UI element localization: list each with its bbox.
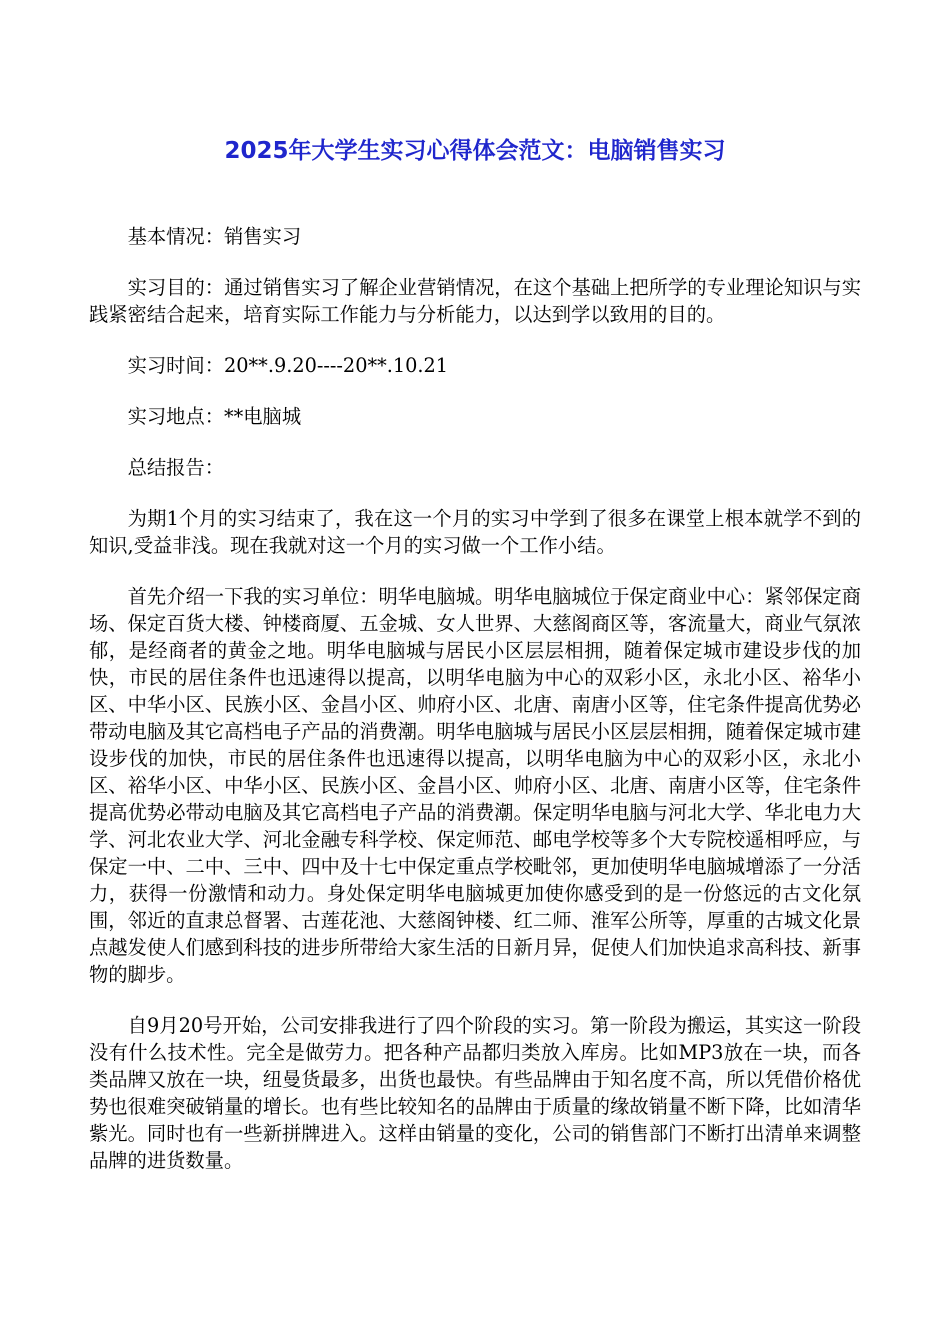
paragraph-purpose: 实习目的：通过销售实习了解企业营销情况，在这个基础上把所学的专业理论知识与实践紧密结合起来，培育实际工作能力与分析能力，以达到学以致用的目的。	[89, 276, 861, 326]
paragraph-time: 实习时间：20**.9.20----20**.10.21	[127, 354, 449, 377]
document-body	[89, 223, 861, 1174]
document-page	[89, 0, 861, 1198]
paragraph-report-heading: 总结报告：	[127, 456, 224, 479]
paragraph-basic-info: 基本情况：销售实习	[127, 225, 302, 248]
paragraph-location: 实习地点：**电脑城	[127, 405, 302, 428]
paragraph-stages: 自9月20号开始，公司安排我进行了四个阶段的实习。第一阶段为搬运，其实这一阶段没有什么技术性。完全是做劳力。把各种产品都归类放入库房。比如MP3放在一块，而各类品牌又放在一块，纽曼货最多，出货也最快。有些品牌由于知名度不高，所以凭借价格优势也很难突破销量的增长。也有些比较知名的品牌由于质量的缘故销量不断下降，比如清华紫光。同时也有一些新拼牌进入。这样由销量的变化，公司的销售部门不断打出清单来调整品牌的进货数量。	[89, 1014, 861, 1172]
paragraph-intro: 为期1个月的实习结束了，我在这一个月的实习中学到了很多在课堂上根本就学不到的知识,受益非浅。现在我就对这一个月的实习做一个工作小结。	[89, 507, 861, 557]
document-title: 2025年大学生实习心得体会范文：电脑销售实习	[224, 138, 726, 164]
paragraph-company: 首先介绍一下我的实习单位：明华电脑城。明华电脑城位于保定商业中心：紧邻保定商场、保定百货大楼、钟楼商厦、五金城、女人世界、大慈阁商区等，客流量大，商业气氛浓郁，是经商者的黄金之地。明华电脑城与居民小区层层相拥，随着保定城市建设步伐的加快，市民的居住条件也迅速得以提高，以明华电脑为中心的双彩小区，永北小区、裕华小区、中华小区、民族小区、金昌小区、帅府小区、北唐、南唐小区等，住宅条件提高优势必带动电脑及其它高档电子产品的消费潮。明华电脑城与居民小区层层相拥，随着保定城市建设步伐的加快，市民的居住条件也迅速得以提高，以明华电脑为中心的双彩小区，永北小区、裕华小区、中华小区、民族小区、金昌小区、帅府小区、北唐、南唐小区等，住宅条件提高优势必带动电脑及其它高档电子产品的消费潮。保定明华电脑与河北大学、华北电力大学、河北农业大学、河北金融专科学校、保定师范、邮电学校等多个大专院校遥相呼应，与保定一中、二中、三中、四中及十七中保定重点学校毗邻，更加使明华电脑城增添了一分活力，获得一份激情和动力。身处保定明华电脑城更加使你感受到的是一份悠远的古文化氛围，邻近的直隶总督署、古莲花池、大慈阁钟楼、红二师、淮军公所等，厚重的古城文化景点越发使人们感到科技的进步所带给大家生活的日新月异，促使人们加快追求高科技、新事物的脚步。	[89, 585, 861, 986]
